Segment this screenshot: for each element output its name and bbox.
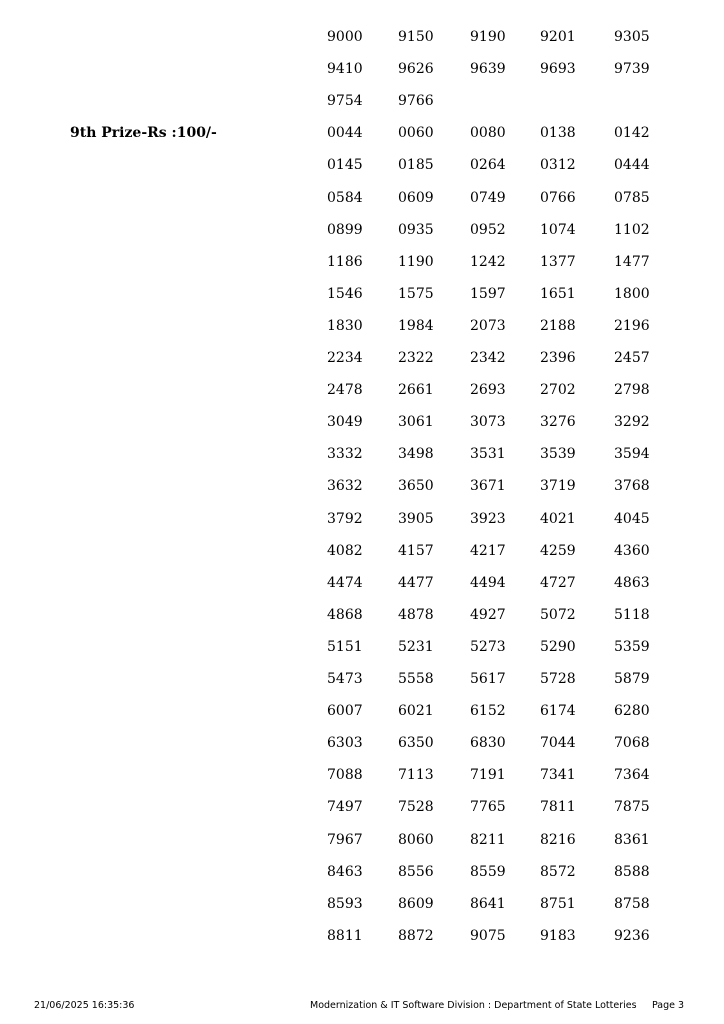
ticket-number: 8463 — [327, 863, 363, 880]
ticket-number: 4045 — [614, 510, 650, 527]
ticket-number: 8593 — [327, 895, 363, 912]
ticket-number: 0138 — [540, 125, 576, 142]
ticket-number: 5072 — [540, 606, 576, 623]
number-row — [0, 476, 724, 496]
ticket-number: 3594 — [614, 446, 650, 463]
ticket-number: 3498 — [398, 446, 434, 463]
ticket-number: 1377 — [540, 253, 576, 270]
ticket-number: 0749 — [470, 189, 506, 206]
ticket-number: 0935 — [398, 221, 434, 238]
ticket-number: 2798 — [614, 382, 650, 399]
ticket-number: 5728 — [540, 671, 576, 687]
ticket-number: 7967 — [327, 831, 363, 848]
ticket-number: 4259 — [540, 542, 576, 559]
ticket-number: 1190 — [398, 253, 434, 270]
ticket-number: 4477 — [398, 574, 434, 591]
ticket-number: 2457 — [614, 350, 650, 366]
ticket-number: 0899 — [327, 221, 363, 238]
ticket-number: 8216 — [540, 831, 576, 848]
ticket-number: 1984 — [398, 317, 434, 334]
ticket-number: 1651 — [540, 285, 576, 302]
ticket-number: 0142 — [614, 125, 650, 142]
ticket-number: 9639 — [470, 61, 506, 78]
number-row — [0, 123, 724, 143]
ticket-number: 4157 — [398, 542, 434, 559]
ticket-number: 9150 — [398, 29, 434, 45]
number-row — [0, 830, 724, 850]
ticket-number: 4021 — [540, 510, 576, 527]
ticket-number: 7088 — [327, 767, 363, 784]
number-row — [0, 701, 724, 721]
ticket-number: 7765 — [470, 799, 506, 816]
ticket-number: 5273 — [470, 638, 506, 655]
number-row — [0, 509, 724, 529]
ticket-number: 7191 — [470, 767, 506, 784]
ticket-number: 7364 — [614, 767, 650, 784]
ticket-number: 0080 — [470, 125, 506, 142]
ticket-number: 1186 — [327, 253, 363, 270]
number-row — [0, 797, 724, 817]
ticket-number: 2661 — [398, 382, 434, 399]
ticket-number: 2196 — [614, 317, 650, 334]
ticket-number: 9626 — [398, 61, 434, 78]
ticket-number: 3923 — [470, 510, 506, 527]
ticket-number: 2188 — [540, 317, 576, 334]
ticket-number: 3632 — [327, 478, 363, 495]
ticket-number: 9305 — [614, 29, 650, 45]
number-row — [0, 894, 724, 914]
ticket-number: 5879 — [614, 671, 650, 687]
number-row — [0, 862, 724, 882]
number-row — [0, 188, 724, 208]
ticket-number: 7044 — [540, 735, 576, 752]
ticket-number: 0044 — [327, 125, 363, 142]
ticket-number: 0312 — [540, 157, 576, 174]
ticket-number: 2693 — [470, 382, 506, 399]
ticket-number: 2234 — [327, 350, 363, 366]
footer-timestamp: 21/06/2025 16:35:36 — [34, 1000, 135, 1011]
ticket-number: 3332 — [327, 446, 363, 463]
ticket-number: 8361 — [614, 831, 650, 848]
ticket-number: 3671 — [470, 478, 506, 495]
ticket-number: 9754 — [327, 93, 363, 110]
ticket-number: 4360 — [614, 542, 650, 559]
ticket-number: 0785 — [614, 189, 650, 206]
ticket-number: 4927 — [470, 606, 506, 623]
ticket-number: 1242 — [470, 253, 506, 270]
ticket-number: 1830 — [327, 317, 363, 334]
ticket-number: 0444 — [614, 157, 650, 174]
ticket-number: 1074 — [540, 221, 576, 238]
ticket-number: 0060 — [398, 125, 434, 142]
ticket-number: 5558 — [398, 671, 434, 687]
number-row — [0, 926, 724, 946]
ticket-number: 5473 — [327, 671, 363, 687]
ticket-number: 5359 — [614, 638, 650, 655]
ticket-number: 4863 — [614, 574, 650, 591]
ticket-number: 9236 — [614, 927, 650, 944]
number-row — [0, 380, 724, 400]
number-row — [0, 605, 724, 625]
ticket-number: 3276 — [540, 414, 576, 431]
ticket-number: 0145 — [327, 157, 363, 174]
number-row — [0, 59, 724, 79]
number-row — [0, 252, 724, 272]
number-row — [0, 765, 724, 785]
ticket-number: 6830 — [470, 735, 506, 752]
ticket-number: 3061 — [398, 414, 434, 431]
ticket-number: 3792 — [327, 510, 363, 527]
ticket-number: 7875 — [614, 799, 650, 816]
ticket-number: 4727 — [540, 574, 576, 591]
ticket-number: 5617 — [470, 671, 506, 687]
ticket-number: 9410 — [327, 61, 363, 78]
ticket-number: 4217 — [470, 542, 506, 559]
ticket-number: 1575 — [398, 285, 434, 302]
ticket-number: 3049 — [327, 414, 363, 431]
ticket-number: 1477 — [614, 253, 650, 270]
ticket-number: 4474 — [327, 574, 363, 591]
ticket-number: 4494 — [470, 574, 506, 591]
prize-label: 9th Prize-Rs :100/- — [70, 125, 217, 141]
number-row — [0, 155, 724, 175]
number-row — [0, 637, 724, 657]
ticket-number: 1800 — [614, 285, 650, 302]
ticket-number: 6280 — [614, 703, 650, 720]
ticket-number: 6174 — [540, 703, 576, 720]
ticket-number: 3531 — [470, 446, 506, 463]
ticket-number: 6007 — [327, 703, 363, 720]
ticket-number: 9693 — [540, 61, 576, 78]
ticket-number: 9183 — [540, 927, 576, 944]
ticket-number: 2342 — [470, 350, 506, 366]
number-row — [0, 541, 724, 561]
number-row — [0, 733, 724, 753]
ticket-number: 9201 — [540, 29, 576, 45]
ticket-number: 7341 — [540, 767, 576, 784]
ticket-number: 7068 — [614, 735, 650, 752]
ticket-number: 1597 — [470, 285, 506, 302]
ticket-number: 5118 — [614, 606, 650, 623]
ticket-number: 0952 — [470, 221, 506, 238]
ticket-number: 7113 — [398, 767, 434, 784]
number-row — [0, 412, 724, 432]
ticket-number: 8211 — [470, 831, 506, 848]
number-row — [0, 573, 724, 593]
ticket-number: 4868 — [327, 606, 363, 623]
ticket-number: 6303 — [327, 735, 363, 752]
ticket-number: 8758 — [614, 895, 650, 912]
ticket-number: 8559 — [470, 863, 506, 880]
ticket-number: 1546 — [327, 285, 363, 302]
ticket-number: 0609 — [398, 189, 434, 206]
ticket-number: 8751 — [540, 895, 576, 912]
ticket-number: 2396 — [540, 350, 576, 366]
ticket-number: 3719 — [540, 478, 576, 495]
ticket-number: 8811 — [327, 927, 363, 944]
ticket-number: 2322 — [398, 350, 434, 366]
number-row — [0, 91, 724, 111]
ticket-number: 9766 — [398, 93, 434, 110]
ticket-number: 3905 — [398, 510, 434, 527]
footer-division: Modernization & IT Software Division : Department of State Lotteries — [310, 1000, 637, 1011]
ticket-number: 0264 — [470, 157, 506, 174]
ticket-number: 8609 — [398, 895, 434, 912]
ticket-number: 5151 — [327, 638, 363, 655]
footer-page-number: Page 3 — [652, 1000, 685, 1011]
ticket-number: 3292 — [614, 414, 650, 431]
ticket-number: 5231 — [398, 638, 434, 655]
ticket-number: 7497 — [327, 799, 363, 816]
ticket-number: 5290 — [540, 638, 576, 655]
number-row — [0, 669, 724, 689]
ticket-number: 8588 — [614, 863, 650, 880]
ticket-number: 8872 — [398, 927, 434, 944]
ticket-number: 6021 — [398, 703, 434, 720]
ticket-number: 4878 — [398, 606, 434, 623]
ticket-number: 9075 — [470, 927, 506, 944]
ticket-number: 3650 — [398, 478, 434, 495]
ticket-number: 3768 — [614, 478, 650, 495]
ticket-number: 6350 — [398, 735, 434, 752]
ticket-number: 6152 — [470, 703, 506, 720]
ticket-number: 2478 — [327, 382, 363, 399]
ticket-number: 0766 — [540, 189, 576, 206]
ticket-number: 3539 — [540, 446, 576, 463]
number-row — [0, 444, 724, 464]
number-row — [0, 348, 724, 368]
ticket-number: 7528 — [398, 799, 434, 816]
ticket-number: 2702 — [540, 382, 576, 399]
ticket-number: 9190 — [470, 29, 506, 45]
ticket-number: 0185 — [398, 157, 434, 174]
ticket-number: 8572 — [540, 863, 576, 880]
ticket-number: 8060 — [398, 831, 434, 848]
ticket-number: 8641 — [470, 895, 506, 912]
ticket-number: 9739 — [614, 61, 650, 78]
number-row — [0, 220, 724, 240]
ticket-number: 9000 — [327, 29, 363, 45]
ticket-number: 4082 — [327, 542, 363, 559]
ticket-number: 0584 — [327, 189, 363, 206]
number-row — [0, 316, 724, 336]
number-row — [0, 284, 724, 304]
number-row — [0, 27, 724, 47]
ticket-number: 8556 — [398, 863, 434, 880]
ticket-number: 2073 — [470, 317, 506, 334]
ticket-number: 3073 — [470, 414, 506, 431]
ticket-number: 1102 — [614, 221, 650, 238]
ticket-number: 7811 — [540, 799, 576, 816]
